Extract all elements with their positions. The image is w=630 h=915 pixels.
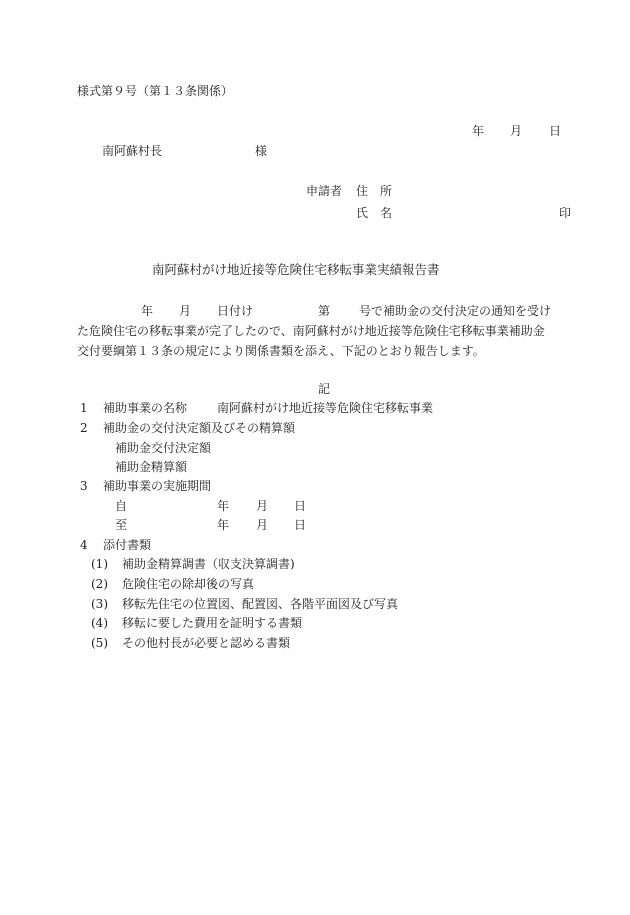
attachment-2-text: 危険住宅の除却後の写真 [122,577,255,591]
address-label: 住 所 [356,184,393,198]
ki-heading: 記 [318,382,331,396]
date-year: 年 [472,124,485,138]
document-title: 南阿蘇村がけ地近接等危険住宅移転事業実績報告書 [152,262,440,277]
name-label: 氏 名 [356,206,393,220]
body-no-prefix: 第 [318,304,331,318]
addressee-name: 南阿蘇村長 [102,144,163,158]
item-2-num: 2 [80,421,88,435]
period-from-label: 自 [115,499,128,513]
item-1-label: 補助事業の名称 [103,401,188,415]
form-number: 様式第９号（第１３条関係） [77,84,234,98]
date-day: 日 [549,124,562,138]
attachment-5-text: その他村長が必要と認める書類 [122,636,291,650]
item-1-num: 1 [80,401,88,415]
period-to-year: 年 [217,518,230,532]
body-line2: た危険住宅の移転事業が完了したので、南阿蘇村がけ地近接等危険住宅移転事業補助金 [77,324,545,338]
item-1-value: 南阿蘇村がけ地近接等危険住宅移転事業 [217,401,434,415]
period-from-month: 月 [256,499,269,513]
item-3-label: 補助事業の実施期間 [103,479,212,493]
attachment-1-num: (1) [91,557,108,571]
item-3-num: 3 [80,479,88,493]
item-2-sub-settled: 補助金精算額 [115,460,188,474]
seal-mark: 印 [559,206,572,220]
attachment-1-text: 補助金精算調書（収支決算調書) [122,557,295,571]
body-dated: 日付け [217,304,254,318]
applicant-label: 申請者 [306,184,343,198]
body-month: 月 [179,304,192,318]
body-line3: 交付要綱第１３条の規定により関係書類を添え、下記のとおり報告します。 [77,344,485,358]
attachment-5-num: (5) [91,636,108,650]
date-month: 月 [510,124,523,138]
item-2-sub-decided: 補助金交付決定額 [115,441,212,455]
period-from-day: 日 [294,499,307,513]
body-year: 年 [141,304,154,318]
item-2-label: 補助金の交付決定額及びその精算額 [103,421,296,435]
period-to-month: 月 [256,518,269,532]
attachment-4-num: (4) [91,616,108,630]
attachment-4-text: 移転に要した費用を証明する書類 [122,616,303,630]
addressee-honorific: 様 [255,144,268,158]
attachment-3-text: 移転先住宅の位置図、配置図、各階平面図及び写真 [122,597,399,611]
item-4-num: 4 [80,538,88,552]
attachment-2-num: (2) [91,577,108,591]
body-line1-rest: 号で補助金の交付決定の通知を受け [359,304,552,318]
attachment-3-num: (3) [91,597,108,611]
item-4-label: 添付書類 [103,538,152,552]
period-to-label: 至 [115,518,128,532]
period-from-year: 年 [217,499,230,513]
period-to-day: 日 [294,518,307,532]
